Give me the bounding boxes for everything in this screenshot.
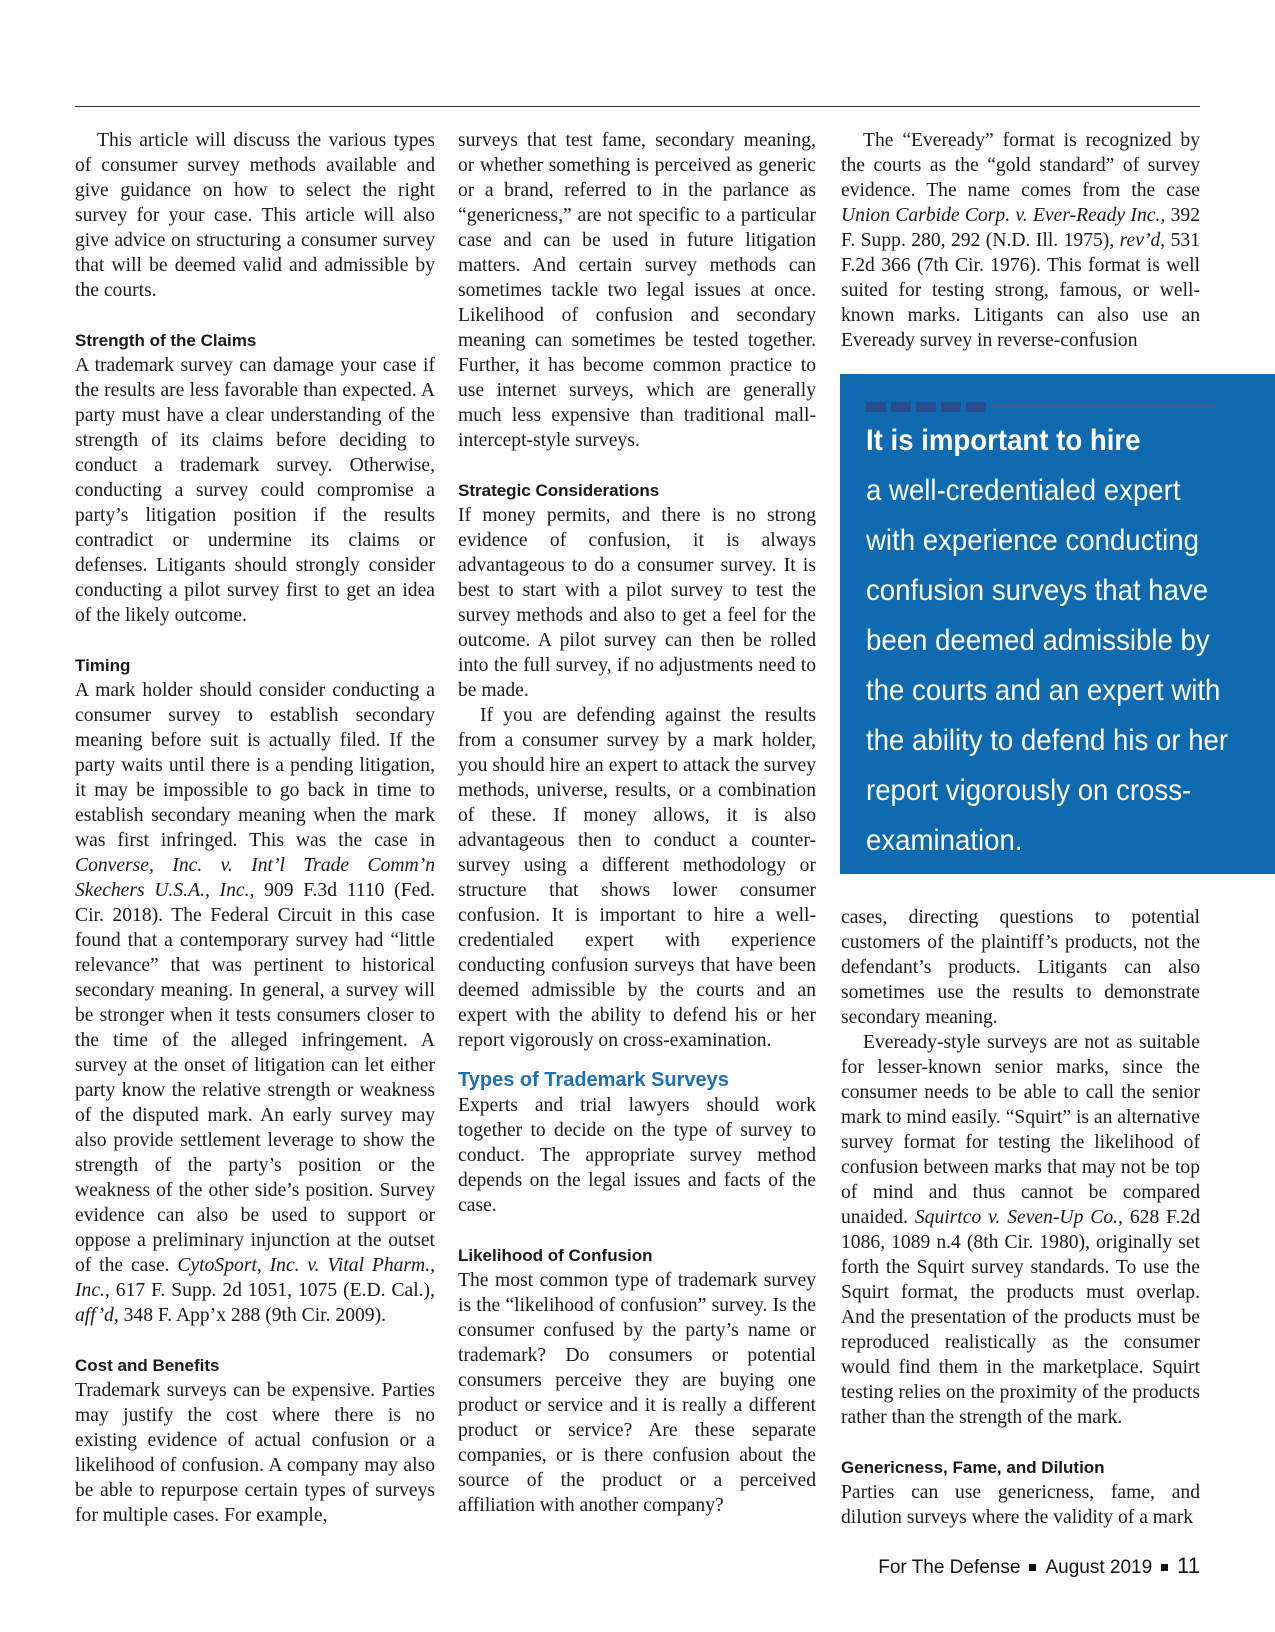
- column-2: [458, 128, 816, 1518]
- footer-publication: For The Defense: [878, 1557, 1021, 1578]
- pull-quote-lead: It is important to hire: [866, 424, 1141, 457]
- heading-strength-of-claims: Strength of the Claims: [75, 331, 257, 350]
- column-1: [75, 128, 435, 1528]
- heading-types-of-surveys: Types of Trademark Surveys: [458, 1069, 729, 1091]
- footer-issue: August 2019: [1045, 1557, 1153, 1578]
- types-paragraph: Experts and trial lawyers should work together to decide on the type of survey to conduct. The appropriate survey method depends on the legal issues and facts of the case.: [458, 1095, 816, 1216]
- page-number: 11: [1177, 1553, 1200, 1578]
- eveready-paragraph: The “Eveready” format is recognized by the courts as the “gold standard” of survey evidence. The name comes from the case Union Carbide Corp. v. Ever-Ready Inc., 392 F. Supp. 280, 292 (N.D. Ill. 1975), rev’d, 531 F.2d 366 (7th Cir. 1976). This format is well suited for testing strong, famous, or well-known marks. Litigants can also use an Eveready survey in reverse-confusion: [841, 130, 1201, 351]
- pull-quote-rule: [992, 404, 1216, 408]
- likelihood-paragraph: The most common type of trademark survey is the “likelihood of confusion” survey. Is the consumer confused by the party’s name or trademark? Do consumers or potential consumers perceive they are buying one product or service and it is really a different product or service? Are these separate companies, or is there confusion about the source of the product or a perceived affiliation with another company?: [458, 1270, 816, 1516]
- pull-quote-text: [866, 416, 1229, 866]
- strategic-paragraph: If money permits, and there is no strong evidence of confusion, it is always advantageous to do a consumer survey. It is best to start with a pilot survey to test the survey methods and also to get a feel for the outcome. A pilot survey can then be rolled into the full survey, if no adjustments need to be made.: [458, 505, 816, 701]
- pull-quote-box: [840, 374, 1275, 874]
- heading-strategic-considerations: Strategic Considerations: [458, 481, 660, 500]
- defending-paragraph: If you are defending against the results from a consumer survey by a mark holder, you should hire an expert to attack the survey methods, universe, results, or a combination of these. If money allows, it is also advantageous then to conduct a counter-survey using a different methodology or structure that shows lower consumer confusion. It is important to hire a well-credentialed expert with experience conducting confusion surveys that have been deemed admissible by the courts and an expert with the ability to defend his or her report vigorously on cross-examination.: [458, 705, 816, 1051]
- pull-quote-body: a well-credentialed expert with experience conducting confusion surveys that have been deemed admissible by the courts and an expert with the ability to defend his or her report vigorously on cross-examination.: [866, 474, 1229, 857]
- column-3-bottom: [841, 905, 1200, 1530]
- heading-genericness: Genericness, Fame, and Dilution: [841, 1458, 1105, 1477]
- page-footer: [878, 1553, 1200, 1579]
- case-citation-converse: Converse, Inc. v. Int’l Trade Comm’n Skechers U.S.A., Inc.,: [75, 855, 435, 901]
- pull-quote-dash-decoration: [866, 402, 990, 412]
- case-citation-cytosport: CytoSport, Inc. v. Vital Pharm., Inc.,: [75, 1255, 435, 1301]
- case-citation-squirtco: Squirtco v. Seven-Up Co.,: [914, 1207, 1123, 1228]
- column-3-top: [841, 128, 1200, 353]
- intro-paragraph: This article will discuss the various types of consumer survey methods available and give guidance on how to select the right survey for your case. This article will also give advice on structuring a consumer survey that will be deemed valid and admissible by the courts.: [75, 130, 435, 301]
- heading-timing: Timing: [75, 656, 131, 675]
- top-rule: [75, 106, 1200, 107]
- cost-paragraph: Trademark surveys can be expensive. Parties may justify the cost where there is no existing evidence of actual confusion or a likelihood of confusion. A company may also be able to repurpose certain types of surveys for multiple cases. For example,: [75, 1380, 435, 1526]
- continued-paragraph: surveys that test fame, secondary meaning, or whether something is perceived as generic or a brand, referred to in the parlance as “genericness,” are not specific to a particular case and can be used in future litigation matters. And certain survey methods can sometimes tackle two legal issues at once. Likelihood of confusion and secondary meaning can sometimes be tested together. Further, it has become common practice to use internet surveys, which are generally much less expensive than traditional mall-intercept-style surveys.: [458, 130, 816, 451]
- squirt-paragraph: Eveready-style surveys are not as suitable for lesser-known senior marks, since the consumer needs to be able to call the senior mark to mind easily. “Squirt” is an alternative survey format for testing the likelihood of confusion between marks that may not be top of mind and thus cannot be compared unaided. Squirtco v. Seven-Up Co., 628 F.2d 1086, 1089 n.4 (8th Cir. 1980), originally set forth the Squirt survey standards. To use the Squirt format, the products must overlap. And the presentation of the products must be reproduced realistically as the consumer would find them in the marketplace. Squirt testing relies on the proximity of the products rather than the strength of the mark.: [841, 1032, 1200, 1428]
- genericness-paragraph: Parties can use genericness, fame, and dilution surveys where the validity of a mark: [841, 1482, 1200, 1528]
- timing-paragraph: A mark holder should consider conducting a consumer survey to establish secondary meaning before suit is actually filed. If the party waits until there is a pending litigation, it may be impossible to go back in time to establish secondary meaning when the mark was first infringed. This was the case in Converse, Inc. v. Int’l Trade Comm’n Skechers U.S.A., Inc., 909 F.3d 1110 (Fed. Cir. 2018). The Federal Circuit in this case found that a contemporary survey had “little relevance” that was pertinent to historical secondary meaning. In general, a survey will be stronger when it tests consumers closer to the time of the alleged infringement. A survey at the onset of litigation can let either party know the relative strength or weakness of the disputed mark. An early survey may also provide settlement leverage to show the strength of the party’s position or the weakness of the other side’s position. Survey evidence can also be used to support or oppose a preliminary injunction at the outset of the case. CytoSport, Inc. v. Vital Pharm., Inc., 617 F. Supp. 2d 1051, 1075 (E.D. Cal.), aff’d, 348 F. App’x 288 (9th Cir. 2009).: [75, 680, 435, 1326]
- square-bullet-icon: [1161, 1564, 1168, 1571]
- heading-likelihood-of-confusion: Likelihood of Confusion: [458, 1246, 653, 1265]
- cases-paragraph: cases, directing questions to potential customers of the plaintiff’s products, not the defendant’s products. Litigants can also sometimes use the results to demonstrate secondary meaning.: [841, 907, 1200, 1028]
- square-bullet-icon: [1029, 1564, 1036, 1571]
- case-citation-union-carbide: Union Carbide Corp. v. Ever-Ready Inc.,: [841, 205, 1166, 226]
- strength-paragraph: A trademark survey can damage your case if the results are less favorable than expected. A party must have a clear understanding of the strength of its claims before deciding to conduct a trademark survey. Otherwise, conducting a survey could compromise a party’s litigation position if the results contradict or undermine its claims or defenses. Litigants should strongly consider conducting a pilot survey first to get an idea of the likely outcome.: [75, 355, 435, 626]
- heading-cost-and-benefits: Cost and Benefits: [75, 1356, 220, 1375]
